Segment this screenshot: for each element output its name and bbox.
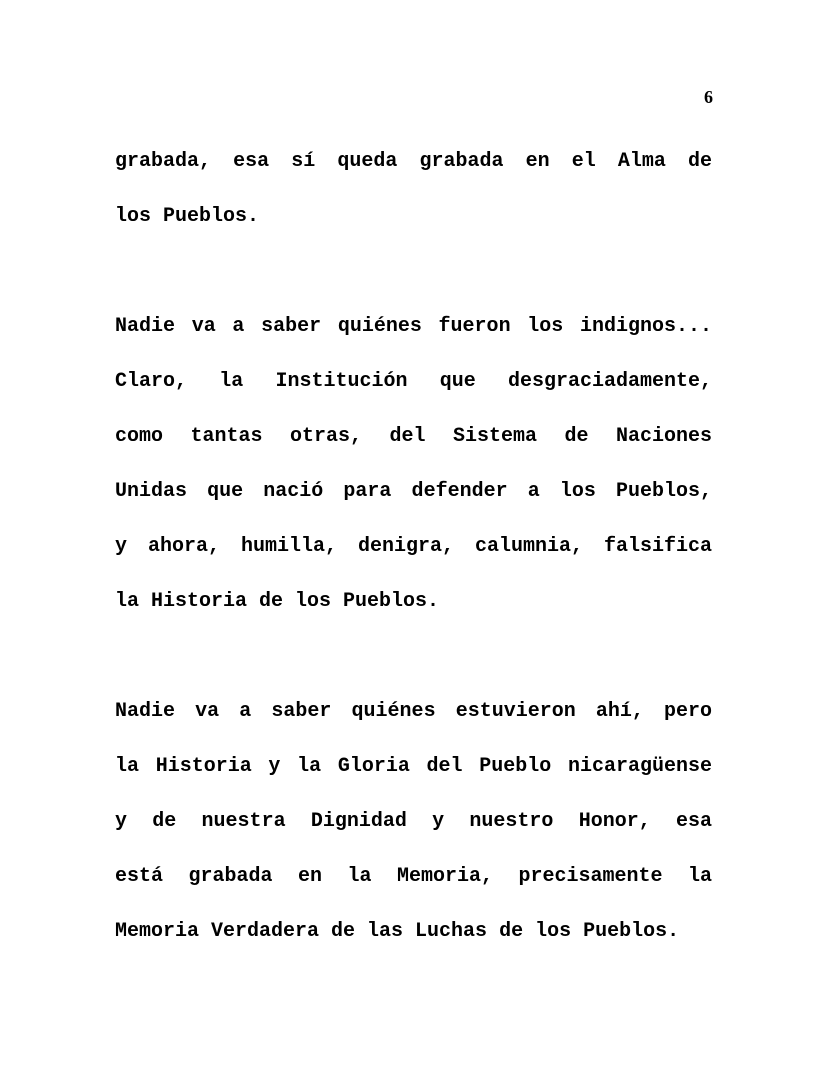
text-line: y de nuestra Dignidad y nuestro Honor, esa: [115, 810, 712, 833]
page-number: 6: [704, 87, 713, 107]
text-line: Claro, la Institución que desgraciadamente,: [115, 370, 712, 393]
text-line: y ahora, humilla, denigra, calumnia, falsifica: [115, 535, 712, 558]
text-line: la Historia de los Pueblos.: [115, 590, 440, 613]
text-line: Nadie va a saber quiénes estuvieron ahí, pero: [115, 700, 712, 723]
text-line: grabada, esa sí queda grabada en el Alma de: [115, 150, 712, 173]
text-line: como tantas otras, del Sistema de Naciones: [115, 425, 712, 448]
text-line: Unidas que nació para defender a los Pueblos,: [115, 480, 712, 503]
text-line: los Pueblos.: [115, 205, 260, 228]
text-line: Memoria Verdadera de las Luchas de los Pueblos.: [115, 920, 680, 943]
text-line: Nadie va a saber quiénes fueron los indignos...: [115, 315, 712, 338]
text-line: está grabada en la Memoria, precisamente la: [115, 865, 712, 888]
text-line: la Historia y la Gloria del Pueblo nicaragüense: [115, 755, 712, 778]
